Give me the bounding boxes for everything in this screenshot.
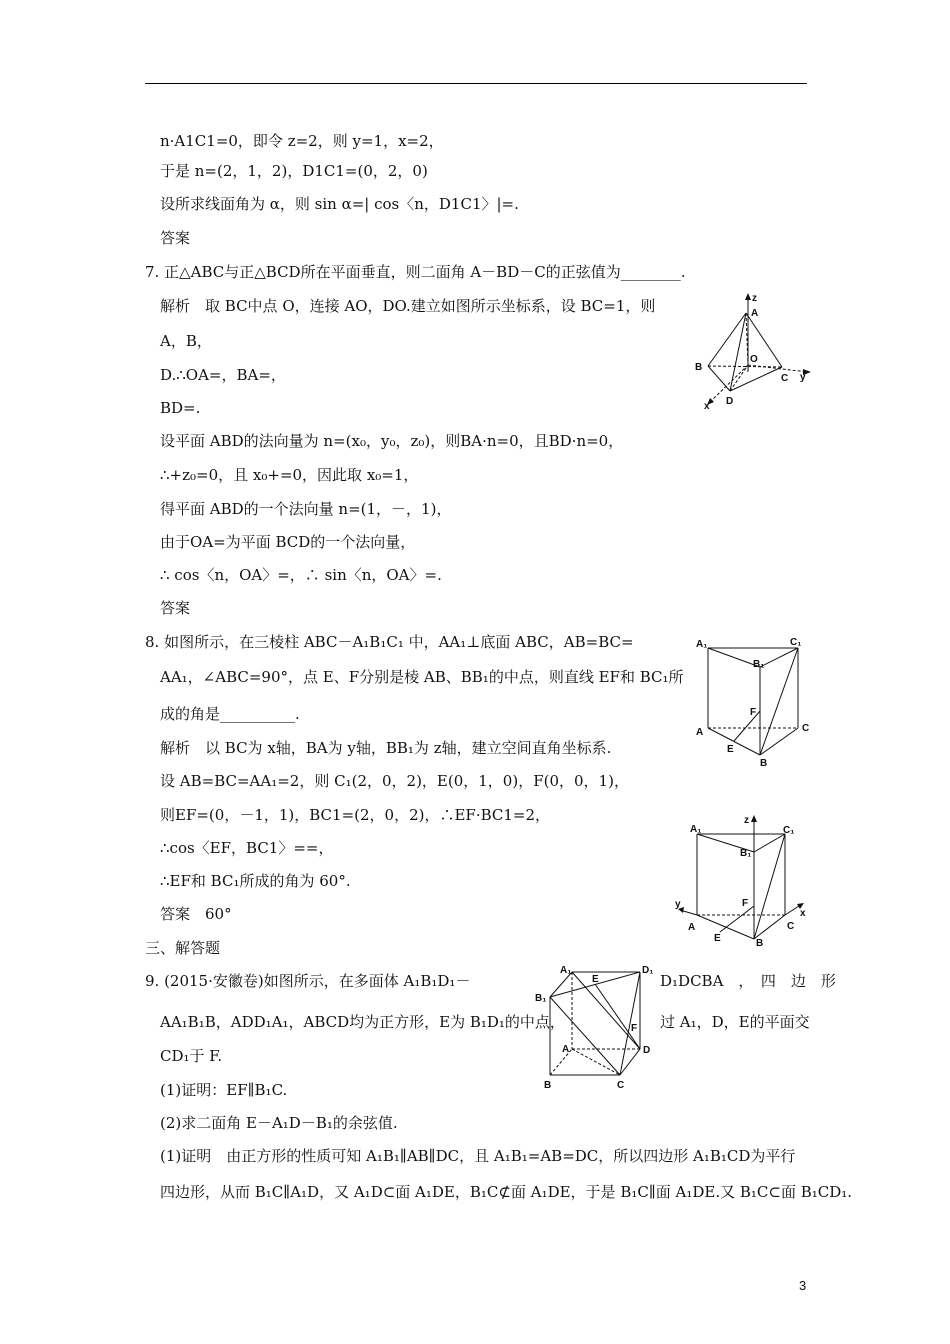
- text-line: 四边形，从而 B₁C∥A₁D，又 A₁D⊂面 A₁DE，B₁C⊄面 A₁DE，于是 B₁C∥面 A₁DE.又 B₁C⊂面 B₁CD₁.: [160, 1183, 853, 1201]
- fig3-label: A: [688, 922, 696, 933]
- text-line: ∴+z₀=0，且 x₀+=0，因此取 x₀=1，: [160, 466, 419, 484]
- fig2-label: F: [750, 707, 757, 718]
- fig1-label: y: [800, 372, 806, 383]
- text-line: 得平面 ABD的一个法向量 n=(1，－，1)，: [160, 500, 452, 518]
- fig2-label: E: [727, 744, 734, 755]
- figure-prism: [690, 635, 815, 770]
- fig3-label: C₁: [783, 825, 795, 836]
- question-8: 8. 如图所示，在三棱柱 ABC－A₁B₁C₁ 中，AA₁⊥底面 ABC，AB=BC=: [145, 633, 634, 651]
- text-line: D₁DCBA ， 四 边 形: [660, 972, 836, 990]
- fig4-label: D₁: [642, 965, 654, 976]
- figure-prism-axes: [672, 812, 812, 947]
- fig2-label: C₁: [790, 637, 802, 648]
- fig3-label: A₁: [690, 824, 702, 835]
- fig4-label: C: [617, 1080, 625, 1091]
- fig1-label: A: [751, 308, 759, 319]
- fig2-label: A₁: [696, 639, 708, 650]
- text-line: CD₁于 F.: [160, 1047, 223, 1065]
- fig3-label: y: [675, 899, 681, 910]
- fig1-label: D: [726, 396, 734, 407]
- fig2-label: C: [802, 723, 810, 734]
- figure-tetrahedron: [690, 290, 815, 415]
- text-line: BD=.: [160, 399, 201, 417]
- fig3-label: B: [756, 938, 764, 947]
- section-heading: 三、解答题: [145, 939, 221, 957]
- fig4-label: D: [643, 1045, 651, 1056]
- text-line: ∴EF和 BC₁所成的角为 60°.: [160, 872, 351, 890]
- fig4-label: A₁: [560, 965, 572, 976]
- fig4-label: E: [592, 974, 599, 985]
- fig1-label: C: [781, 373, 789, 384]
- fig1-label: x: [704, 401, 710, 412]
- text-line: 解析 取 BC中点 O，连接 AO，DO.建立如图所示坐标系，设 BC=1，则: [160, 297, 656, 315]
- fig2-label: B₁: [753, 659, 765, 670]
- text-line: 解析 以 BC为 x轴，BA为 y轴，BB₁为 z轴，建立空间直角坐标系.: [160, 739, 612, 757]
- fig3-label: B₁: [740, 848, 752, 859]
- text-line: n·A1C1=0，即令 z=2，则 y=1，x=2，: [160, 132, 444, 150]
- fig4-label: F: [631, 1023, 638, 1034]
- fig2-label: A: [696, 727, 704, 738]
- fig1-label: B: [695, 362, 703, 373]
- fig1-label: z: [752, 293, 757, 304]
- text-line: 成的角是__________.: [160, 705, 300, 723]
- text-line: (1)证明 由正方形的性质可知 A₁B₁∥AB∥DC，且 A₁B₁=AB=DC，所以四边形 A₁B₁CD为平行: [160, 1147, 796, 1165]
- answer-label: 答案: [160, 229, 191, 247]
- page-number: 3: [799, 1278, 807, 1293]
- fig3-label: E: [714, 933, 721, 944]
- text-line: D.∴OA=，BA=，: [160, 366, 286, 384]
- text-line: ∴cos〈EF，BC1〉==，: [160, 839, 334, 857]
- question-7: 7. 正△ABC与正△BCD所在平面垂直，则二面角 A－BD－C的正弦值为________.: [145, 263, 686, 281]
- fig1-label: O: [750, 354, 758, 365]
- text-line: 于是 n=(2，1，2)，D1C1=(0，2，0): [160, 162, 428, 180]
- figure-polyhedron: [530, 962, 660, 1097]
- fig3-label: z: [744, 815, 749, 826]
- text-line: 过 A₁，D，E的平面交: [660, 1013, 810, 1031]
- fig3-label: F: [742, 898, 749, 909]
- header-rule: [145, 83, 807, 84]
- text-line: AA₁，∠ABC=90°，点 E、F分别是棱 AB、BB₁的中点，则直线 EF和 BC₁所: [160, 668, 684, 686]
- text-line: 设 AB=BC=AA₁=2，则 C₁(2，0，2)，E(0，1，0)，F(0，0，1)，: [160, 772, 629, 790]
- text-line: ∴ cos〈n，OA〉=，∴ sin〈n，OA〉=.: [160, 566, 442, 584]
- fig3-label: x: [800, 908, 806, 919]
- text-line: 则EF=(0，－1，1)，BC1=(2，0，2)，∴EF·BC1=2，: [160, 806, 551, 824]
- fig3-label: C: [787, 921, 795, 932]
- text-line: (1)证明：EF∥B₁C.: [160, 1081, 288, 1099]
- answer-label: 答案 60°: [160, 905, 232, 923]
- answer-label: 答案: [160, 599, 191, 617]
- text-line: A，B，: [160, 332, 212, 350]
- text-line: AA₁B₁B，ADD₁A₁，ABCD均为正方形，E为 B₁D₁的中点，: [160, 1013, 565, 1031]
- fig4-label: B₁: [535, 993, 547, 1004]
- text-line: (2)求二面角 E－A₁D－B₁的余弦值.: [160, 1114, 398, 1132]
- text-line: 由于OA=为平面 BCD的一个法向量，: [160, 533, 416, 551]
- fig2-label: B: [760, 758, 768, 769]
- fig4-label: B: [544, 1080, 552, 1091]
- text-line: 设平面 ABD的法向量为 n=(x₀，y₀，z₀)，则BA·n=0，且BD·n=0，: [160, 432, 624, 450]
- text-line: 设所求线面角为 α，则 sin α=| cos〈n，D1C1〉|=.: [160, 195, 519, 213]
- fig4-label: A: [562, 1044, 570, 1055]
- question-9: 9. (2015·安徽卷)如图所示，在多面体 A₁B₁D₁－: [145, 972, 471, 990]
